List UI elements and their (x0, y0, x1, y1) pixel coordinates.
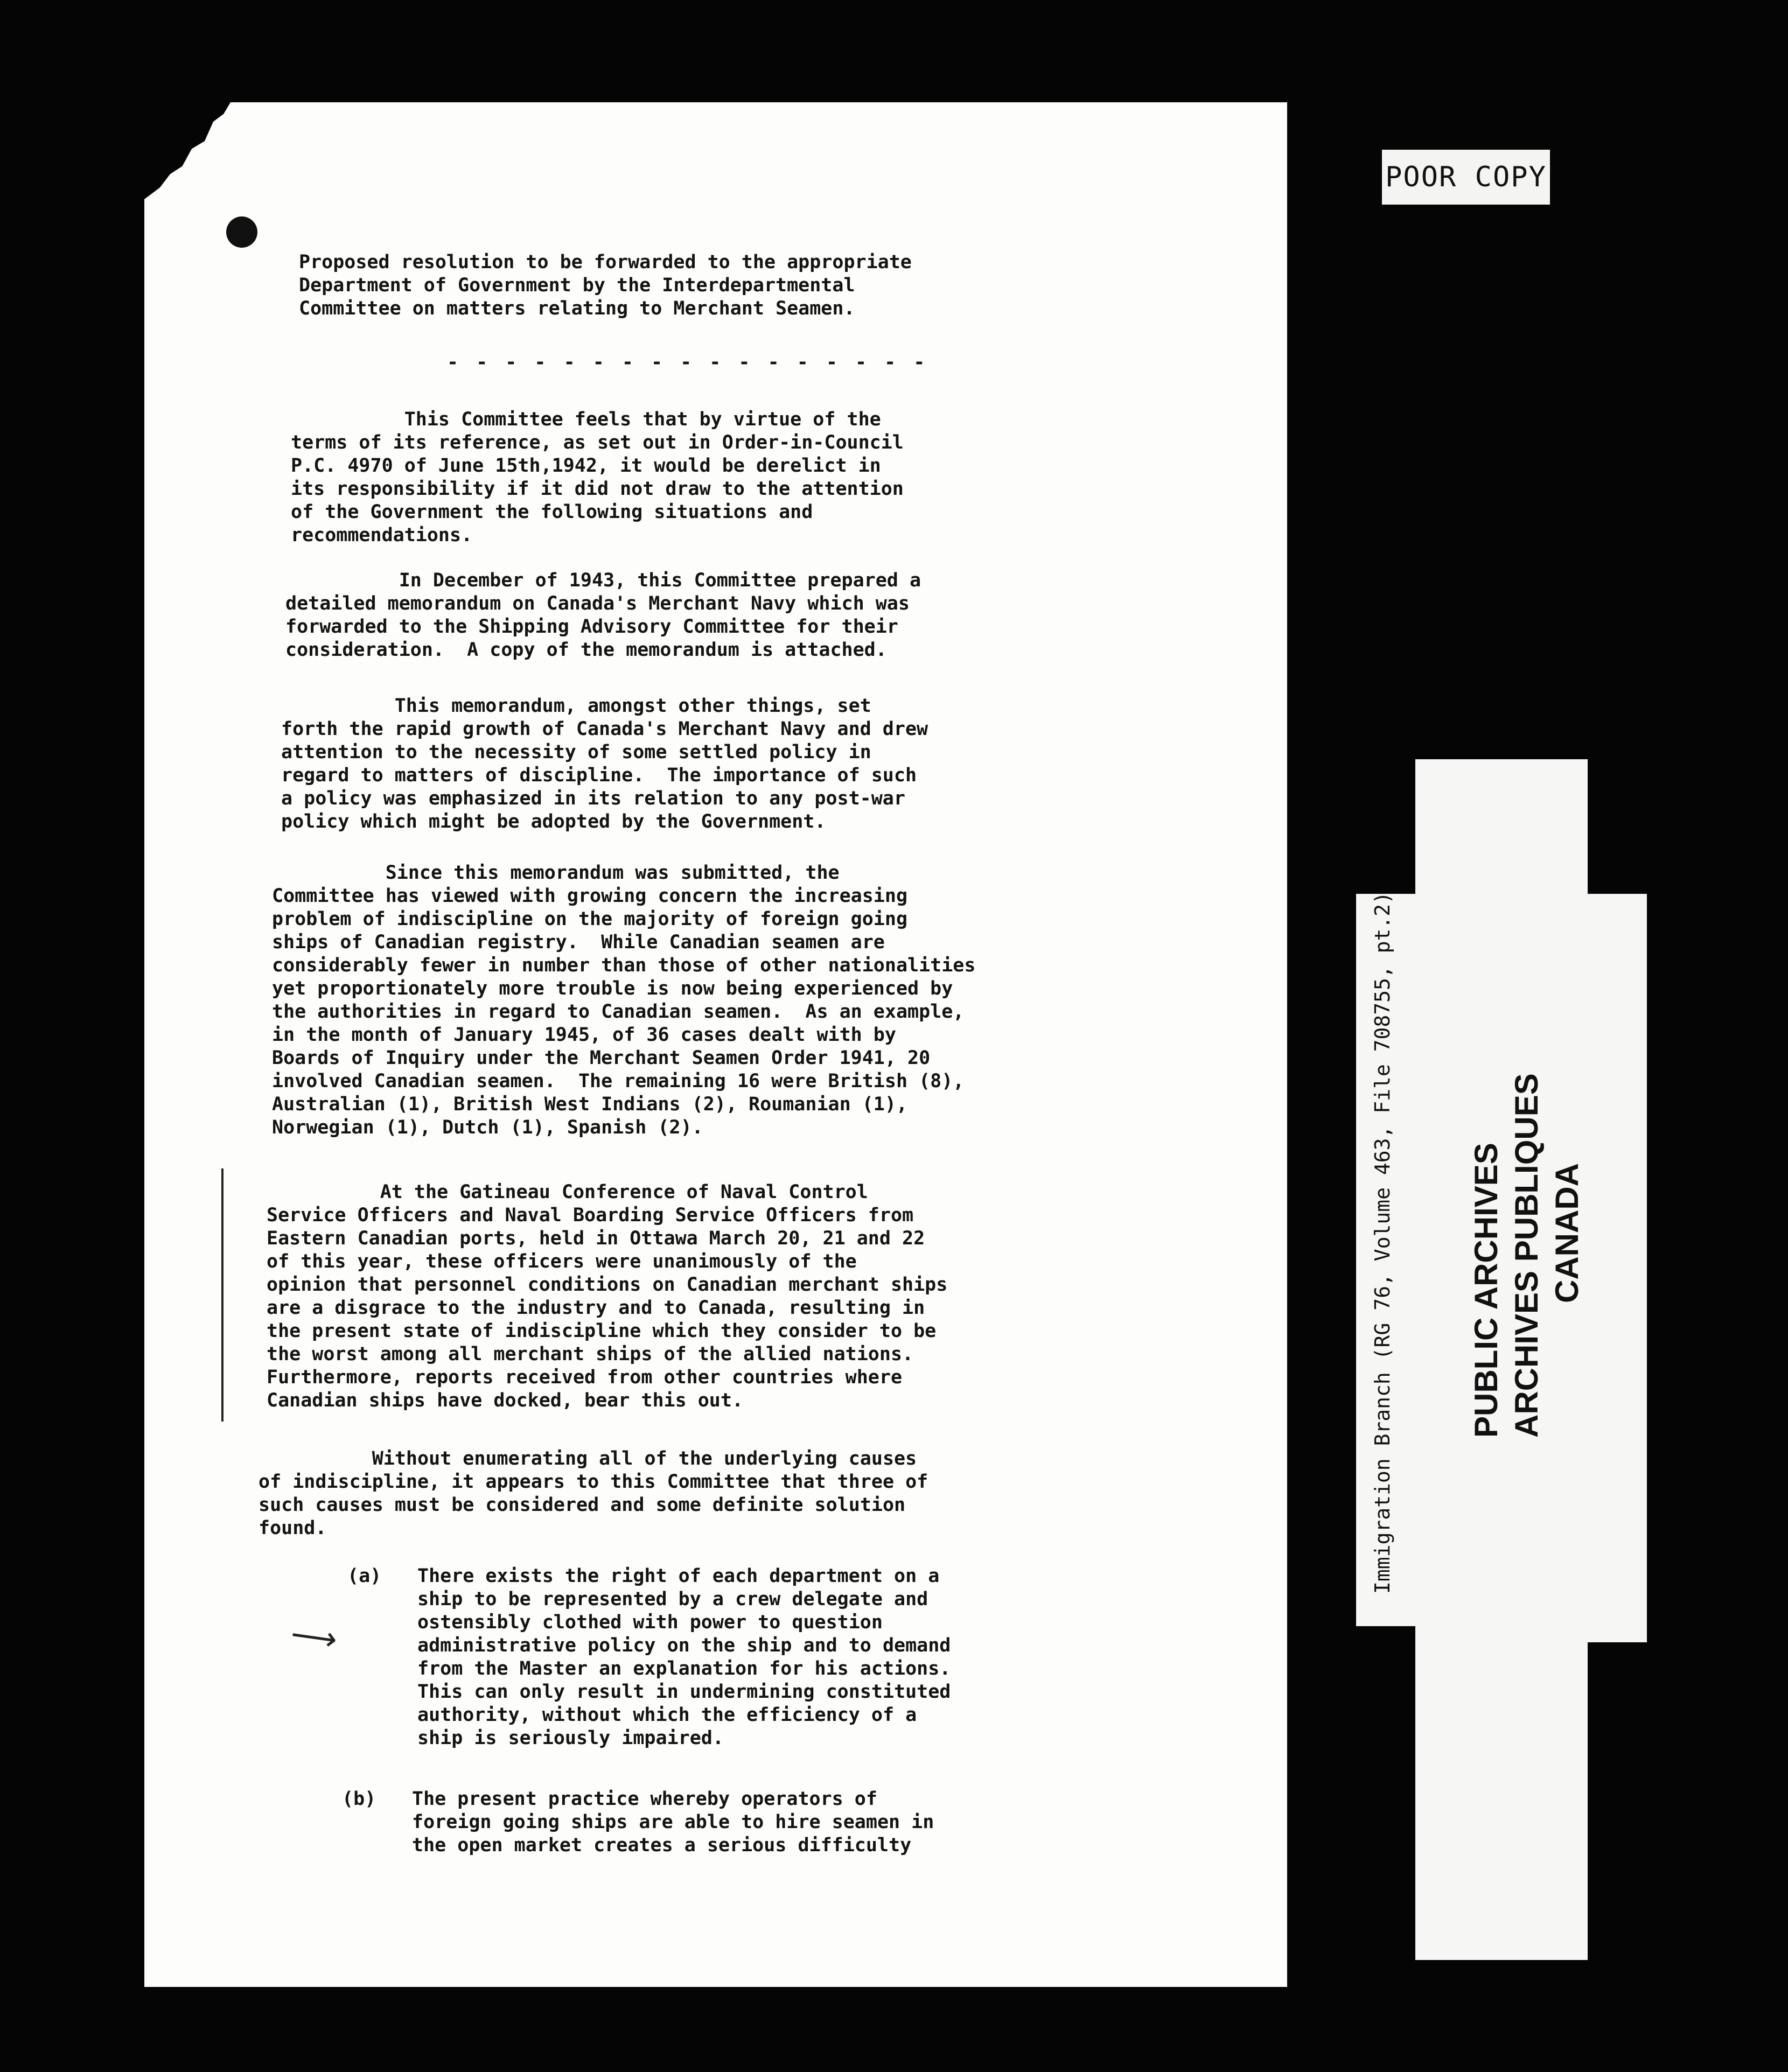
paragraph: Since this memorandum was submitted, the Committee has viewed with growing concern the increasing problem of indiscipline on the majority of foreign going ships of Canadian registry. While Canadian seamen are considerably fewer in number than those of other nationalities yet proportionately more trouble is now being experienced by the authorities in regard to Canadian seamen. As an example, in the month of January 1945, of 36 cases dealt with by Boards of Inquiry under the Merchant Seamen Order 1941, 20 involved Canadian seamen. The remaining 16 were British (8), Australian (1), British West Indians (2), Roumanian (1), Norwegian (1), Dutch (1), Spanish (2). (272, 862, 976, 1138)
list-item-marker: (a) (347, 1565, 382, 1587)
archive-country: CANADA (1549, 1163, 1585, 1303)
poor-copy-sticker (1382, 150, 1550, 205)
list-item-text: The present practice whereby operators of foreign going ships are able to hire seamen in the open market creates a serious difficulty (412, 1788, 934, 1856)
document-heading: Proposed resolution to be forwarded to the appropriate Department of Government by the Interdepartmental Committee on matters relating to Merchant Seamen. (299, 251, 912, 319)
paragraph: This memorandum, amongst other things, set forth the rapid growth of Canada's Merchant Navy and drew attention to the necessity of some settled policy in regard to matters of discipline. The importance of such a policy was emphasized in its relation to any post-war policy which might be adopted by the Government. (281, 695, 928, 832)
paragraph: At the Gatineau Conference of Naval Control Service Officers and Naval Boarding Service Officers from Eastern Canadian ports, held in Ottawa March 20, 21 and 22 of this year, these officers were unanimously of the opinion that personnel conditions on Canadian merchant ships are a disgrace to the industry and to Canada, resulting in the present state of indiscipline which they consider to be the worst among all merchant ships of the allied nations. Furthermore, reports received from other countries where Canadian ships have docked, bear this out. (267, 1181, 948, 1411)
archive-name-french: ARCHIVES PUBLIQUES (1508, 1073, 1545, 1438)
poor-copy-label: POOR COPY (1385, 161, 1547, 193)
paragraph: This Committee feels that by virtue of the terms of its reference, as set out in Order-in-Council P.C. 4970 of June 15th,1942, it would be derelict in its responsibility if it did not draw to the attention of the Government the following situations and recommendations. (291, 409, 904, 546)
archive-name-english: PUBLIC ARCHIVES (1468, 1143, 1504, 1438)
heading-divider: - - - - - - - - - - - - - - - - - (447, 352, 928, 373)
archive-citation: Immigration Branch (RG 76, Volume 463, File 708755, pt.2) (1371, 891, 1394, 1594)
margin-arrow-icon: ⟶ (288, 1615, 340, 1659)
margin-mark-line (221, 1168, 224, 1422)
list-item-text: There exists the right of each department on a ship to be represented by a crew delegate and ostensibly clothed with power to question administrative policy on the ship and to demand from the Master an explanation for his actions. This can only result in undermining constituted authority, without which the efficiency of a ship is seriously impaired. (417, 1565, 951, 1749)
paragraph: Without enumerating all of the underlying causes of indiscipline, it appears to this Committee that three of such causes must be considered and some definite solution found. (259, 1448, 928, 1539)
list-item-marker: (b) (342, 1788, 376, 1810)
paragraph: In December of 1943, this Committee prepared a detailed memorandum on Canada's Merchant Navy which was forwarded to the Shipping Advisory Committee for their consideration. A copy of the memorandum is attached. (285, 570, 921, 661)
punch-hole (226, 216, 257, 248)
